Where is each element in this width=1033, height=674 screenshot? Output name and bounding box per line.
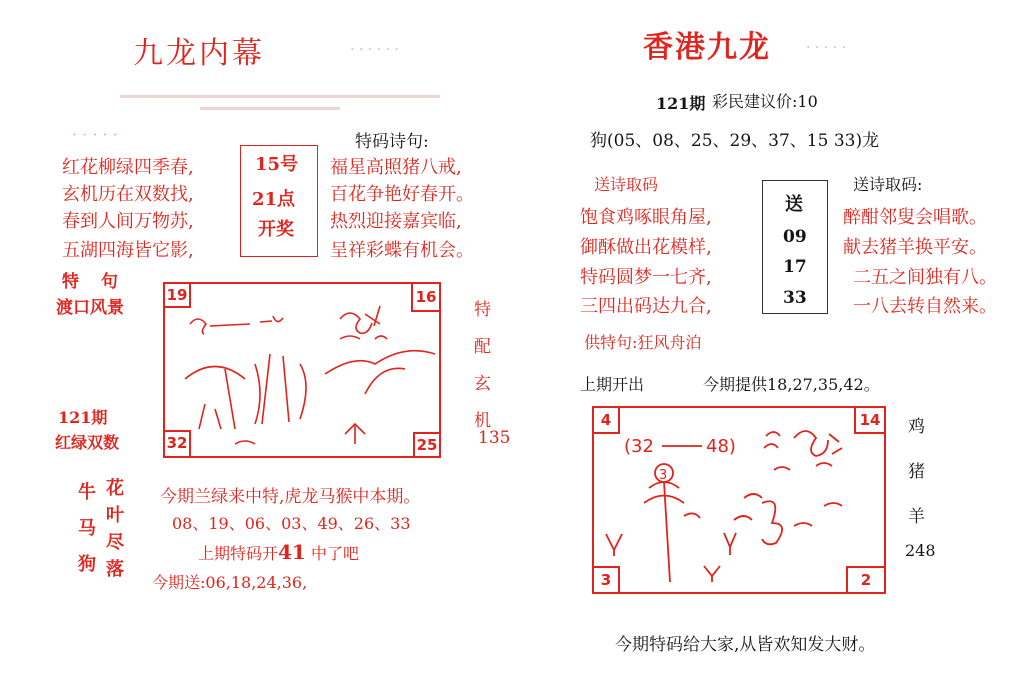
right-issue: 121期 [656,94,706,113]
left-poem-right-3: 热烈迎接嘉宾临, [330,211,462,232]
left-line-1: 今期兰绿来中特,虎龙马猴中本期。 [160,487,421,507]
left-animal-col [78,478,96,576]
left-tejiu-value: 渡口风景 [56,298,124,318]
left-title: 九龙内幕 [133,36,265,71]
right-send-poem-right: 送诗取码: [853,175,923,194]
left-poem-right-2: 百花争艳好春开。 [330,184,474,205]
left-poem-line-3: 春到人间万物苏, [62,211,194,232]
left-animal-1: 牛 [78,482,96,503]
left-box-line-1: 15号 [255,154,299,175]
left-animal-2: 马 [78,518,96,539]
left-numbers: 08、19、06、03、49、26、33 [172,514,411,533]
left-faded-line-2 [200,107,340,110]
right-title-faded-note: · · · · · [806,40,847,56]
right-box-num-2: 17 [783,257,807,277]
right-dog-line: 狗(05、08、25、29、37、15 33)龙 [590,131,880,151]
right-poem-left-3: 特码圆梦一七齐, [580,267,712,288]
left-issue: 121期 [58,408,108,427]
left-tejiu-label: 特 句 [62,272,126,292]
left-title-faded-note: · · · · · · [350,42,399,58]
left-faded-line [120,95,440,98]
right-price: 彩民建议价:10 [712,92,818,111]
left-flower-4: 落 [106,559,124,580]
left-vertical-1: 特 [474,300,491,320]
left-last-num: 41 [278,540,306,564]
right-poem-left-2: 御酥做出花模样, [580,237,712,258]
left-sketch-drawing [165,284,435,452]
right-vertical-num: 248 [905,541,936,560]
left-flower-3: 尽 [106,532,124,553]
right-corner-br: 2 [846,566,886,594]
right-vertical-col [908,412,925,527]
right-tejiu: 供特句:狂风舟泊 [584,333,702,352]
left-flower-col [106,474,124,581]
left-vertical-3: 玄 [474,374,491,394]
left-corner-br: 25 [413,432,441,458]
left-poem-heading: 特码诗句: [355,132,429,152]
right-box-num-1: 09 [783,227,807,247]
right-corner-tr: 14 [854,406,886,434]
right-poem-right-1: 醉酣邻叟会唱歌。 [843,207,987,228]
left-faded-heading: · · · · · [72,125,118,144]
left-box-line-2: 21点 [252,189,296,210]
right-title: 香港九龙 [643,30,771,65]
left-last-prefix: 上期特码开 [198,544,279,563]
left-last-result [198,540,359,564]
left-animal-3: 狗 [78,554,96,575]
right-provide: 今期提供18,27,35,42。 [703,375,880,394]
left-poem-line-4: 五湖四海皆它影, [62,240,194,261]
right-vertical-2: 猪 [908,462,925,482]
right-vertical-3: 羊 [908,507,925,527]
right-poem-right-3: 二五之间独有八。 [853,267,997,288]
right-box-num-3: 33 [783,288,807,308]
right-poem-right-4: 一八去转自然来。 [853,296,997,317]
right-vertical-1: 鸡 [908,417,925,437]
right-footer: 今期特码给大家,从皆欢知发大财。 [615,635,876,655]
right-poem-right-2: 献去猪羊换平安。 [843,237,987,258]
left-corner-bl: 32 [163,430,191,458]
left-last-suffix: 中了吧 [310,544,359,563]
left-send: 今期送:06,18,24,36, [152,573,308,592]
right-sketch-drawing [594,408,880,588]
left-vertical-2: 配 [474,337,491,357]
right-poem-left-4: 三四出码达九合, [580,296,712,317]
left-vertical-col [474,295,491,431]
right-corner-bl: 3 [592,566,620,594]
left-poem-line-2: 玄机历在双数找, [62,184,194,205]
right-send-poem-left: 送诗取码 [594,175,659,194]
left-flower-1: 花 [106,478,124,499]
svg-text:(32: (32 [624,436,654,457]
right-last-prefix: 上期开出 [580,375,645,394]
right-poem-left-1: 饱食鸡啄眼角屋, [580,207,712,228]
left-box-line-3: 开奖 [258,219,294,240]
left-corner-tl: 19 [163,282,191,308]
left-poem-line-1: 红花柳绿四季春, [62,157,194,178]
svg-text:48): 48) [706,436,736,457]
left-poem-right-4: 呈祥彩蝶有机会。 [330,240,474,261]
left-flower-2: 叶 [106,505,124,526]
right-box-send: 送 [785,194,803,215]
left-poem-right-1: 福星高照猪八戒, [330,157,462,178]
left-red-green: 红绿双数 [55,433,120,452]
svg-text:3: 3 [659,468,668,483]
left-vertical-num: 135 [478,428,511,448]
left-corner-tr: 16 [411,282,441,312]
left-vertical-4: 机 [474,411,491,431]
right-corner-tl: 4 [592,406,620,434]
